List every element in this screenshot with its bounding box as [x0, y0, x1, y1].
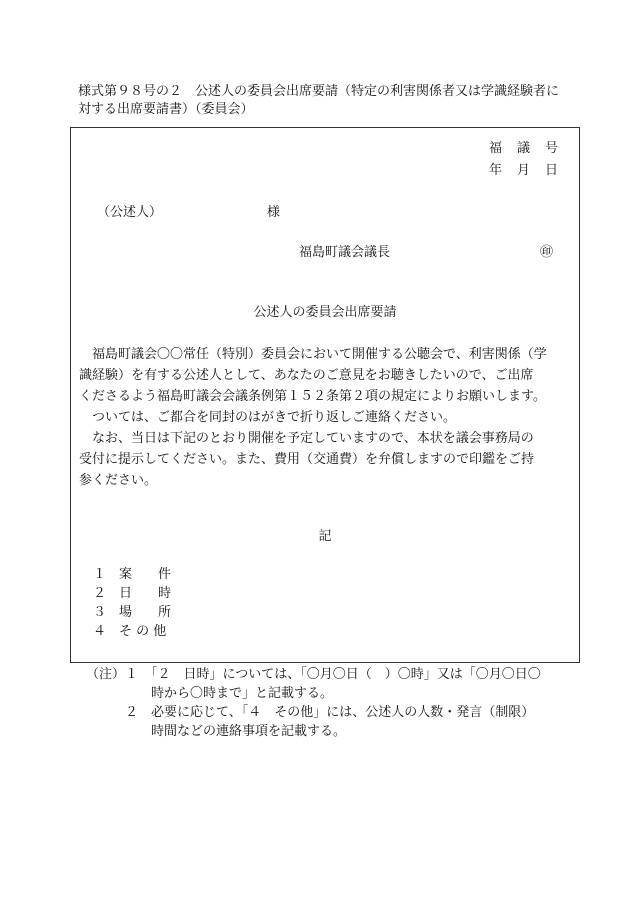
body-line: 参ください。 — [79, 473, 158, 488]
document-heading: 公述人の委員会出席要請 — [253, 305, 397, 320]
body-line: 識経験）を有する公述人として、あなたのご意見をお聴きしたいので、ご出席 — [79, 368, 534, 383]
body-line: くださるよう福島町議会会議条例第１５２条第２項の規定によりお願いします。 — [79, 389, 546, 404]
addressee-honorific: 様 — [267, 205, 281, 220]
note-line: 時から〇時まで」と記載する。 — [86, 686, 334, 701]
note-line: 時間などの連絡事項を記載する。 — [86, 724, 347, 739]
body-line: 福島町議会〇〇常任（特別）委員会において開催する公聴会で、利害関係（学 — [79, 347, 547, 362]
seal-mark: ㊞ — [540, 245, 554, 260]
note-line: ２ 必要に応じて、「４ その他」には、公述人の人数・発言（制限） — [86, 705, 535, 720]
body-line: なお、当日は下記のとおり開催を予定していますので、本状を議会事務局の — [79, 431, 534, 446]
list-item: ３ 場 所 — [93, 605, 172, 620]
notes — [86, 665, 566, 741]
form-title: 様式第９８号の２ 公述人の委員会出席要請（特定の利害関係者又は学識経験者に対する出席要請書）（委員会） — [78, 84, 560, 117]
addressee-label: （公述人） — [97, 205, 163, 220]
ki-heading: 記 — [318, 529, 332, 544]
note-line: （注）１ 「２ 日時」については、「〇月〇日（ ）〇時」又は「〇月〇日〇 — [86, 667, 541, 682]
body-text — [79, 344, 573, 491]
sender-title: 福島町議会議長 — [299, 245, 391, 260]
item-list — [93, 565, 171, 641]
list-item: ２ 日 時 — [93, 586, 172, 601]
body-line: ついては、ご都合を同封のはがきで折り返しご連絡ください。 — [79, 410, 457, 425]
body-line: 受付に提示してください。また、費用（交通費）を弁償しますので印鑑をご持 — [79, 452, 535, 467]
request-form-frame — [70, 127, 580, 663]
reference-date: 年 月 日 — [489, 163, 560, 178]
list-item: ４ そ の 他 — [93, 624, 167, 639]
reference-number: 福 議 号 — [489, 141, 560, 156]
list-item: １ 案 件 — [93, 567, 172, 582]
